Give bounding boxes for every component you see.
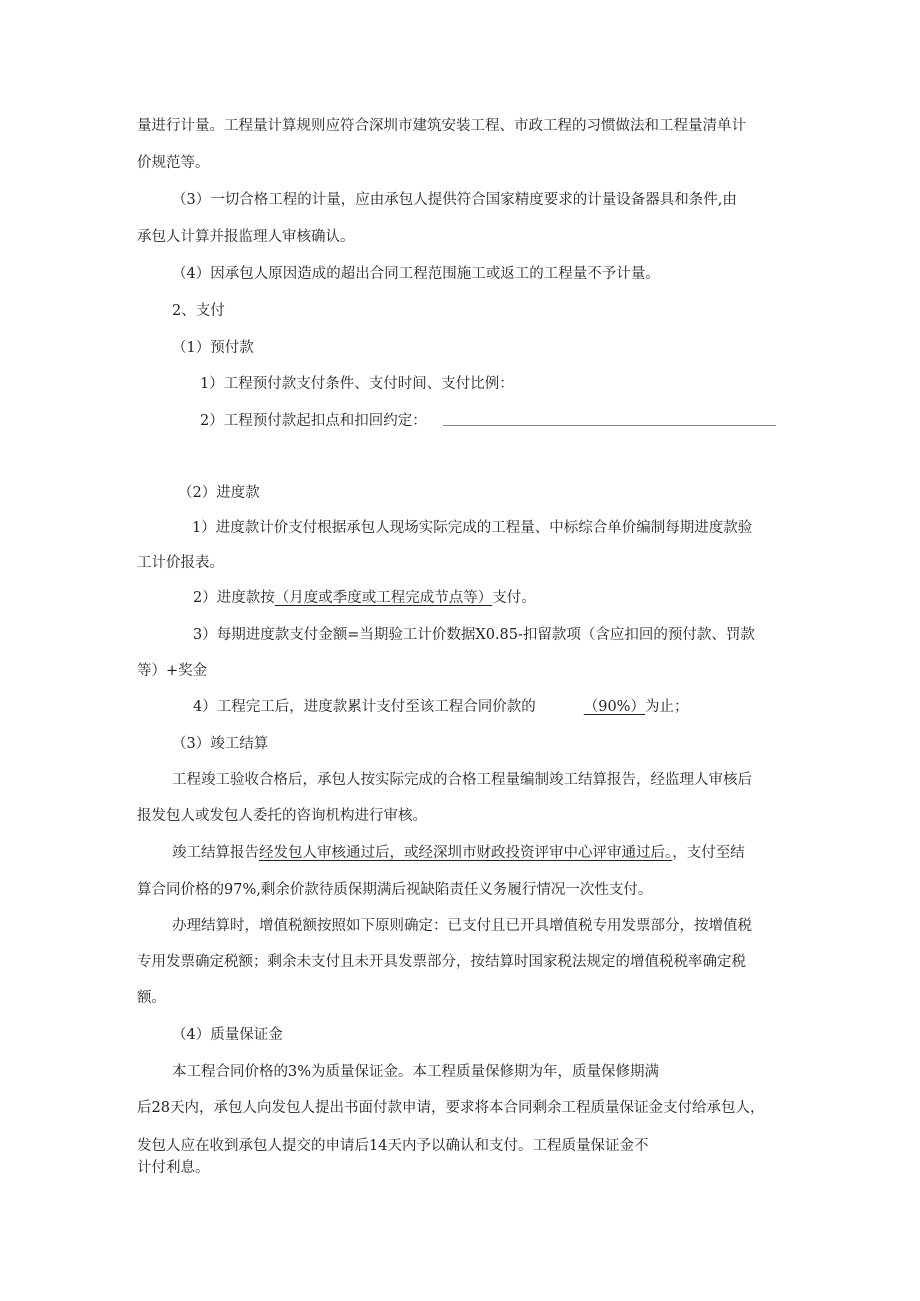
text-line: 额。 (137, 990, 166, 1006)
final-payment-suffix: 为止； (644, 699, 689, 715)
subsection-heading: （1）预付款 (172, 340, 254, 356)
text-line: 本工程合同价格的3%为质量保证金。本工程质量保修期为年，质量保修期满 (172, 1064, 660, 1080)
settlement-report-line (172, 843, 745, 863)
progress-method-suffix: 支付。 (492, 590, 536, 606)
settlement-report-suffix: ，支付至结 (672, 845, 745, 861)
text-line: （4）因承包人原因造成的超出合同工程范围施工或返工的工程量不予计量。 (172, 266, 660, 282)
final-payment-prefix: 4）工程完工后，进度款累计支付至该工程合同价款的 (193, 699, 536, 715)
progress-method-value: （月度或季度或工程完成节点等） (274, 590, 493, 606)
settlement-report-value: 经发包人审核通过后，或经深圳市财政投资评审中心评审通过后。 (259, 845, 673, 861)
settlement-report-prefix: 竣工结算报告 (172, 845, 259, 861)
progress-method-prefix: 2）进度款按 (193, 590, 275, 606)
subsection-heading: （2）进度款 (178, 485, 260, 501)
text-line: 算合同价格的97%,剩余价款待质保期满后视缺陷责任义务履行情况一次性支付。 (137, 882, 653, 898)
text-line: 1）工程预付款支付条件、支付时间、支付比例： (200, 376, 514, 392)
text-line: 后28天内，承包人向发包人提出书面付款申请，要求将本合同剩余工程质量保证金支付给承包人， (137, 1100, 765, 1116)
progress-method-line (193, 588, 536, 608)
final-payment-line (193, 697, 688, 717)
subsection-heading: （3）竣工结算 (172, 736, 269, 752)
final-payment-value: （90%） (583, 699, 645, 715)
text-line: 报发包人或发包人委托的咨询机构进行审核。 (137, 808, 427, 824)
text-line: 2）工程预付款起扣点和扣回约定： (200, 413, 427, 429)
text-line: 承包人计算并报监理人审核确认。 (137, 229, 355, 245)
text-line: 专用发票确定税额；剩余未支付且未开具发票部分，按结算时国家税法规定的增值税税率确定税 (137, 954, 746, 970)
text-line: 发包人应在收到承包人提交的申请后14天内予以确认和支付。工程质量保证金不 (137, 1138, 649, 1154)
subsection-heading: （4）质量保证金 (172, 1027, 283, 1043)
text-line: 量进行计量。工程量计算规则应符合深圳市建筑安装工程、市政工程的习惯做法和工程量清单计 (137, 118, 746, 134)
text-line: 等）+奖金 (137, 663, 208, 679)
blank-fill-line (443, 425, 776, 426)
text-line: 工计价报表。 (137, 555, 224, 571)
text-line: 计付利息。 (137, 1160, 210, 1176)
text-line: 1）进度款计价支付根据承包人现场实际完成的工程量、中标综合单价编制每期进度款验 (192, 520, 753, 536)
text-line: （3）一切合格工程的计量，应由承包人提供符合国家精度要求的计量设备器具和条件,由 (172, 192, 737, 208)
section-heading: 2、支付 (172, 303, 225, 319)
text-line: 价规范等。 (137, 155, 210, 171)
text-line: 3）每期进度款支付金额=当期验工计价数据X0.85-扣留款项（含应扣回的预付款、罚款 (193, 627, 755, 643)
text-line: 工程竣工验收合格后，承包人按实际完成的合格工程量编制竣工结算报告，经监理人审核后 (172, 772, 752, 788)
text-line: 办理结算时，增值税额按照如下原则确定：已支付且已开具增值税专用发票部分，按增值税 (172, 918, 752, 934)
